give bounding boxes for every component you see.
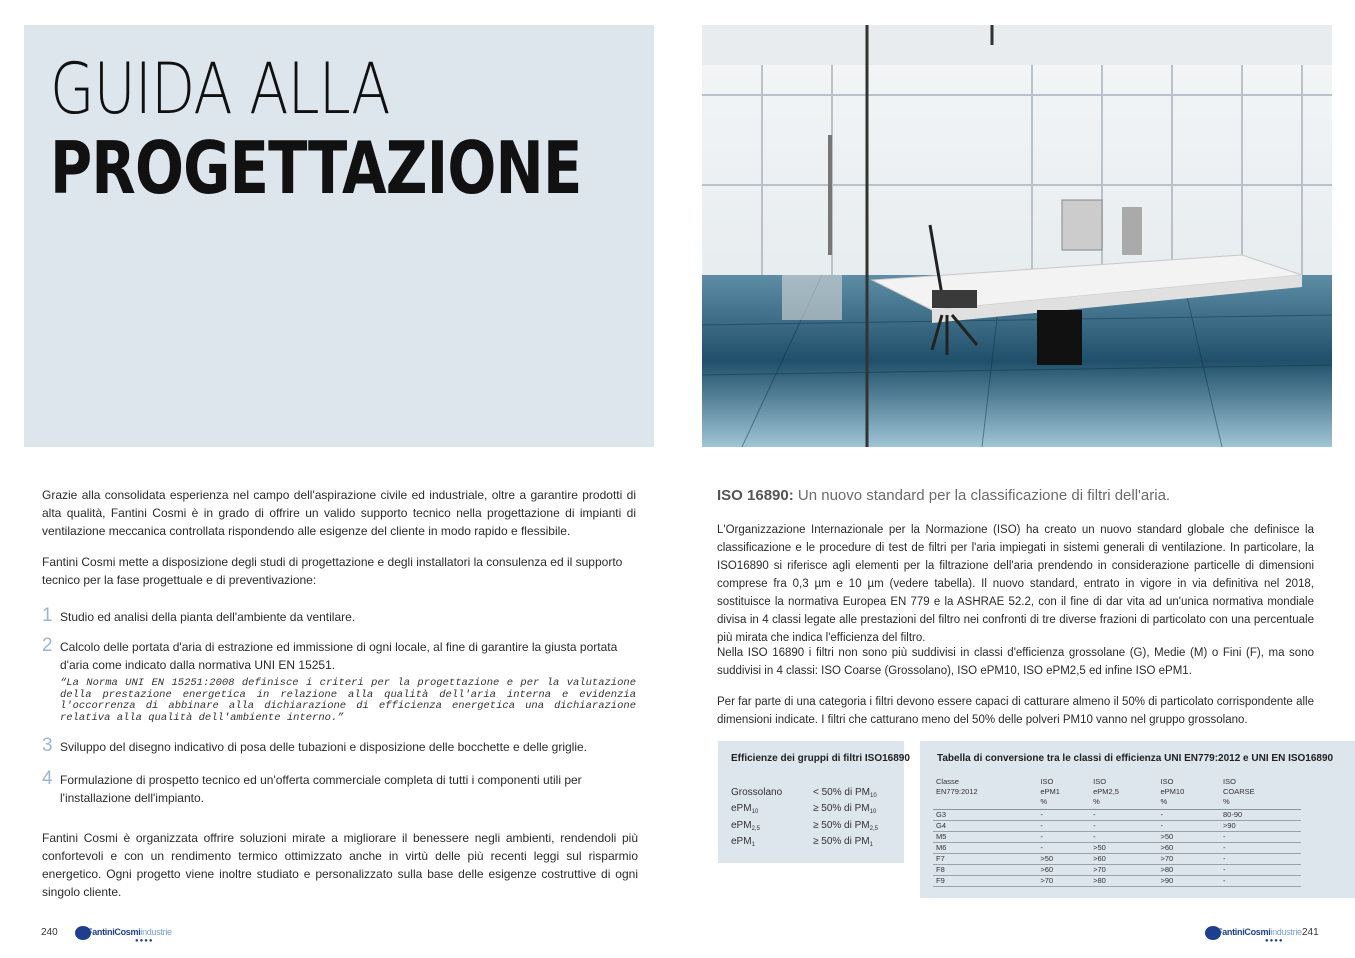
efficiency-row bbox=[731, 803, 896, 815]
efficiency-value-sub: 10 bbox=[869, 809, 877, 815]
table-cell: >60 bbox=[1090, 854, 1157, 865]
table-cell: - bbox=[1158, 821, 1220, 832]
efficiency-row bbox=[731, 820, 896, 832]
table-cell: M5 bbox=[933, 832, 1037, 843]
steps-list bbox=[42, 605, 636, 819]
step-text: Sviluppo del disegno indicativo di posa delle tubazioni e disposizione delle bocchette e delle griglie. bbox=[60, 740, 588, 754]
table-header-cell: ISO COARSE % bbox=[1220, 777, 1301, 810]
efficiency-value: ≥ 50% di PM bbox=[813, 836, 870, 847]
conversion-box bbox=[920, 741, 1355, 898]
table-cell: G3 bbox=[933, 810, 1037, 821]
step-text: Studio ed analisi della pianta dell'ambiente da ventilare. bbox=[60, 610, 356, 624]
efficiency-title: Efficienze dei gruppi di filtri ISO16890 bbox=[731, 753, 910, 764]
table-cell: F8 bbox=[933, 865, 1037, 876]
efficiency-name: ePM bbox=[731, 803, 752, 814]
conversion-table bbox=[933, 777, 1301, 887]
table-cell: - bbox=[1037, 843, 1090, 854]
efficiency-row bbox=[731, 787, 896, 798]
office-photo bbox=[702, 25, 1332, 447]
table-header-cell: ISO ePM2,5 % bbox=[1090, 777, 1157, 810]
table-cell: - bbox=[1037, 832, 1090, 843]
table-header-cell: Classe EN779:2012 bbox=[933, 777, 1037, 810]
efficiency-name-sub: 10 bbox=[751, 809, 759, 815]
table-cell: M6 bbox=[933, 843, 1037, 854]
efficiency-row bbox=[731, 836, 896, 848]
efficiency-name: Grossolano bbox=[731, 787, 783, 798]
step-item bbox=[42, 635, 636, 724]
efficiency-name-sub: 1 bbox=[751, 842, 755, 848]
table-row bbox=[933, 865, 1301, 876]
table-cell: - bbox=[1090, 832, 1157, 843]
step-text: Calcolo delle portata d'aria di estrazione ed immissione di ogni locale, al fine di garantire la giusta portata d'aria come indicato dalla normativa UNI EN 15251. bbox=[60, 640, 618, 672]
table-cell: >70 bbox=[1090, 865, 1157, 876]
page-number-right: 241 bbox=[1302, 927, 1319, 938]
logo-text: FantiniCosmiindustrie bbox=[1217, 927, 1302, 937]
table-cell: - bbox=[1090, 821, 1157, 832]
efficiency-value: ≥ 50% di PM bbox=[813, 803, 870, 814]
table-row bbox=[933, 832, 1301, 843]
table-cell: >80 bbox=[1090, 876, 1157, 887]
brand-logo-right bbox=[1205, 925, 1302, 945]
table-row bbox=[933, 876, 1301, 887]
efficiency-box bbox=[718, 741, 910, 863]
table-cell: >50 bbox=[1158, 832, 1220, 843]
table-cell: F7 bbox=[933, 854, 1037, 865]
intro-paragraph: Grazie alla consolidata esperienza nel campo dell'aspirazione civile ed industriale, oltre a garantire prodotti di alta qualità, Fantini Cosmi è in grado di offrire un valido supporto tecnico nella progettazione di impianti di ventilazione meccanica controllata rispondendo alle esigenze del cliente in modo rapido e flessibile. bbox=[42, 488, 636, 538]
iso-heading bbox=[717, 487, 1170, 504]
table-row bbox=[933, 821, 1301, 832]
table-cell: F9 bbox=[933, 876, 1037, 887]
table-cell: >50 bbox=[1090, 843, 1157, 854]
efficiency-name: ePM bbox=[731, 820, 752, 831]
services-paragraph: Fantini Cosmi mette a disposizione degli studi di progettazione e degli installatori la consulenza ed il supporto tecnico per la fase progettuale e di preventivazione: bbox=[42, 555, 623, 587]
page-number-left: 240 bbox=[41, 927, 58, 938]
table-header-cell: ISO ePM1 % bbox=[1037, 777, 1090, 810]
table-header-cell: ISO ePM10 % bbox=[1158, 777, 1220, 810]
efficiency-value: ≥ 50% di PM bbox=[813, 820, 870, 831]
logo-text: FantiniCosmiindustrie bbox=[87, 927, 172, 937]
title-line-2: PROGETTAZIONE bbox=[50, 126, 582, 210]
table-row bbox=[933, 854, 1301, 865]
step-item bbox=[42, 605, 636, 626]
table-cell: - bbox=[1220, 876, 1301, 887]
table-cell: >60 bbox=[1158, 843, 1220, 854]
brand-logo-left bbox=[75, 925, 172, 945]
table-row bbox=[933, 810, 1301, 821]
iso-heading-bold: ISO 16890: bbox=[717, 487, 794, 504]
table-cell: >70 bbox=[1158, 854, 1220, 865]
conversion-title: Tabella di conversione tra le classi di efficienza UNI EN779:2012 e UNI EN ISO16890 bbox=[937, 753, 1334, 764]
efficiency-name: ePM bbox=[731, 836, 752, 847]
table-cell: >50 bbox=[1037, 854, 1090, 865]
step-item bbox=[42, 735, 636, 756]
table-cell: - bbox=[1220, 865, 1301, 876]
iso-paragraph-1: L'Organizzazione Internazionale per la Normazione (ISO) ha creato un nuovo standard globale che definisce la classificazione e le procedure di test de filtri per l'aria impiegati in sistemi generali di ventilazione. In particolare, la ISO16890 si riferisce agli elementi per la filtrazione dell'aria prendendo in considerazione particelle di dimensioni comprese fra 0,3 µm e 10 µm (vedere tabella). Il nuovo standard, entrato in vigore in via definitiva nel 2018, sostituisce la normativa Europea EN 779 e la ASHRAE 52.2, con il fine di dar vita ad un'unica normativa mondiale divisa in 4 classi legate alle prestazioni del filtro nei confronti di tre diverse frazioni di particolato con una percentuale più mirata che indica l'efficienza del filtro. bbox=[717, 524, 1314, 644]
step-item bbox=[42, 768, 636, 807]
step-number: 1 bbox=[42, 605, 53, 626]
title-line-1: GUIDA ALLA bbox=[50, 48, 390, 130]
iso-paragraph-2: Nella ISO 16890 i filtri non sono più suddivisi in classi d'efficienza grossolane (G), Medie (M) o Fini (F), ma sono suddivisi in 4 classi: ISO Coarse (Grossolano), ISO ePM10, ISO ePM2,5 ed infine ISO ePM1. bbox=[717, 647, 1314, 677]
logo-dots-icon: ●●●● bbox=[135, 938, 154, 944]
iso-paragraph-3: Per far parte di una categoria i filtri devono essere capaci di catturare almeno il 50% di particolato corrispondente alle dimensioni indicate. I filtri che catturano meno del 50% delle polveri PM10 vanno nel gruppo grossolano. bbox=[717, 696, 1314, 726]
table-cell: >70 bbox=[1037, 876, 1090, 887]
efficiency-value-sub: 1 bbox=[869, 842, 873, 848]
efficiency-name-sub: 2,5 bbox=[751, 826, 760, 832]
iso-heading-rest: Un nuovo standard per la classificazione di filtri dell'aria. bbox=[793, 487, 1171, 504]
table-cell: >90 bbox=[1220, 821, 1301, 832]
table-cell: 80-90 bbox=[1220, 810, 1301, 821]
closing-paragraph: Fantini Cosmi è organizzata offrire soluzioni mirate a migliorare il benessere negli ambienti, rendendoli più confortevoli e con un rendimento termico ottimizzato anche in virtù delle più recenti leggi sul risparmio energetico. Ogni progetto viene inoltre studiato e personalizzato sulla base delle esigenze costruttive di ogni singolo cliente. bbox=[42, 831, 638, 899]
step-text: Formulazione di prospetto tecnico ed un'offerta commerciale completa di tutti i componenti utili per l'installazione dell'impianto. bbox=[60, 773, 582, 805]
table-cell: >80 bbox=[1158, 865, 1220, 876]
efficiency-value: < 50% di PM bbox=[813, 787, 870, 798]
step-number: 2 bbox=[42, 635, 53, 656]
table-cell: - bbox=[1158, 810, 1220, 821]
table-cell: - bbox=[1037, 810, 1090, 821]
step-quote: “La Norma UNI EN 15251:2008 definisce i criteri per la progettazione e per la valutazione della prestazione energetica in relazione alla qualità dell'aria interna e evidenzia l'occorrenza di abbinare alla dichiarazione di efficienza energetica una dichiarazione relativa alla qualità dell'ambiente interno.” bbox=[60, 677, 636, 724]
table-cell: G4 bbox=[933, 821, 1037, 832]
table-row bbox=[933, 843, 1301, 854]
efficiency-value-sub: 2,5 bbox=[869, 826, 878, 832]
table-cell: >90 bbox=[1158, 876, 1220, 887]
table-cell: - bbox=[1037, 821, 1090, 832]
step-number: 4 bbox=[42, 768, 53, 789]
table-cell: - bbox=[1090, 810, 1157, 821]
efficiency-value-sub: 10 bbox=[869, 793, 877, 799]
table-cell: - bbox=[1220, 843, 1301, 854]
table-cell: - bbox=[1220, 854, 1301, 865]
step-number: 3 bbox=[42, 735, 53, 756]
table-cell: >60 bbox=[1037, 865, 1090, 876]
logo-dots-icon: ●●●● bbox=[1265, 938, 1284, 944]
table-cell: - bbox=[1220, 832, 1301, 843]
